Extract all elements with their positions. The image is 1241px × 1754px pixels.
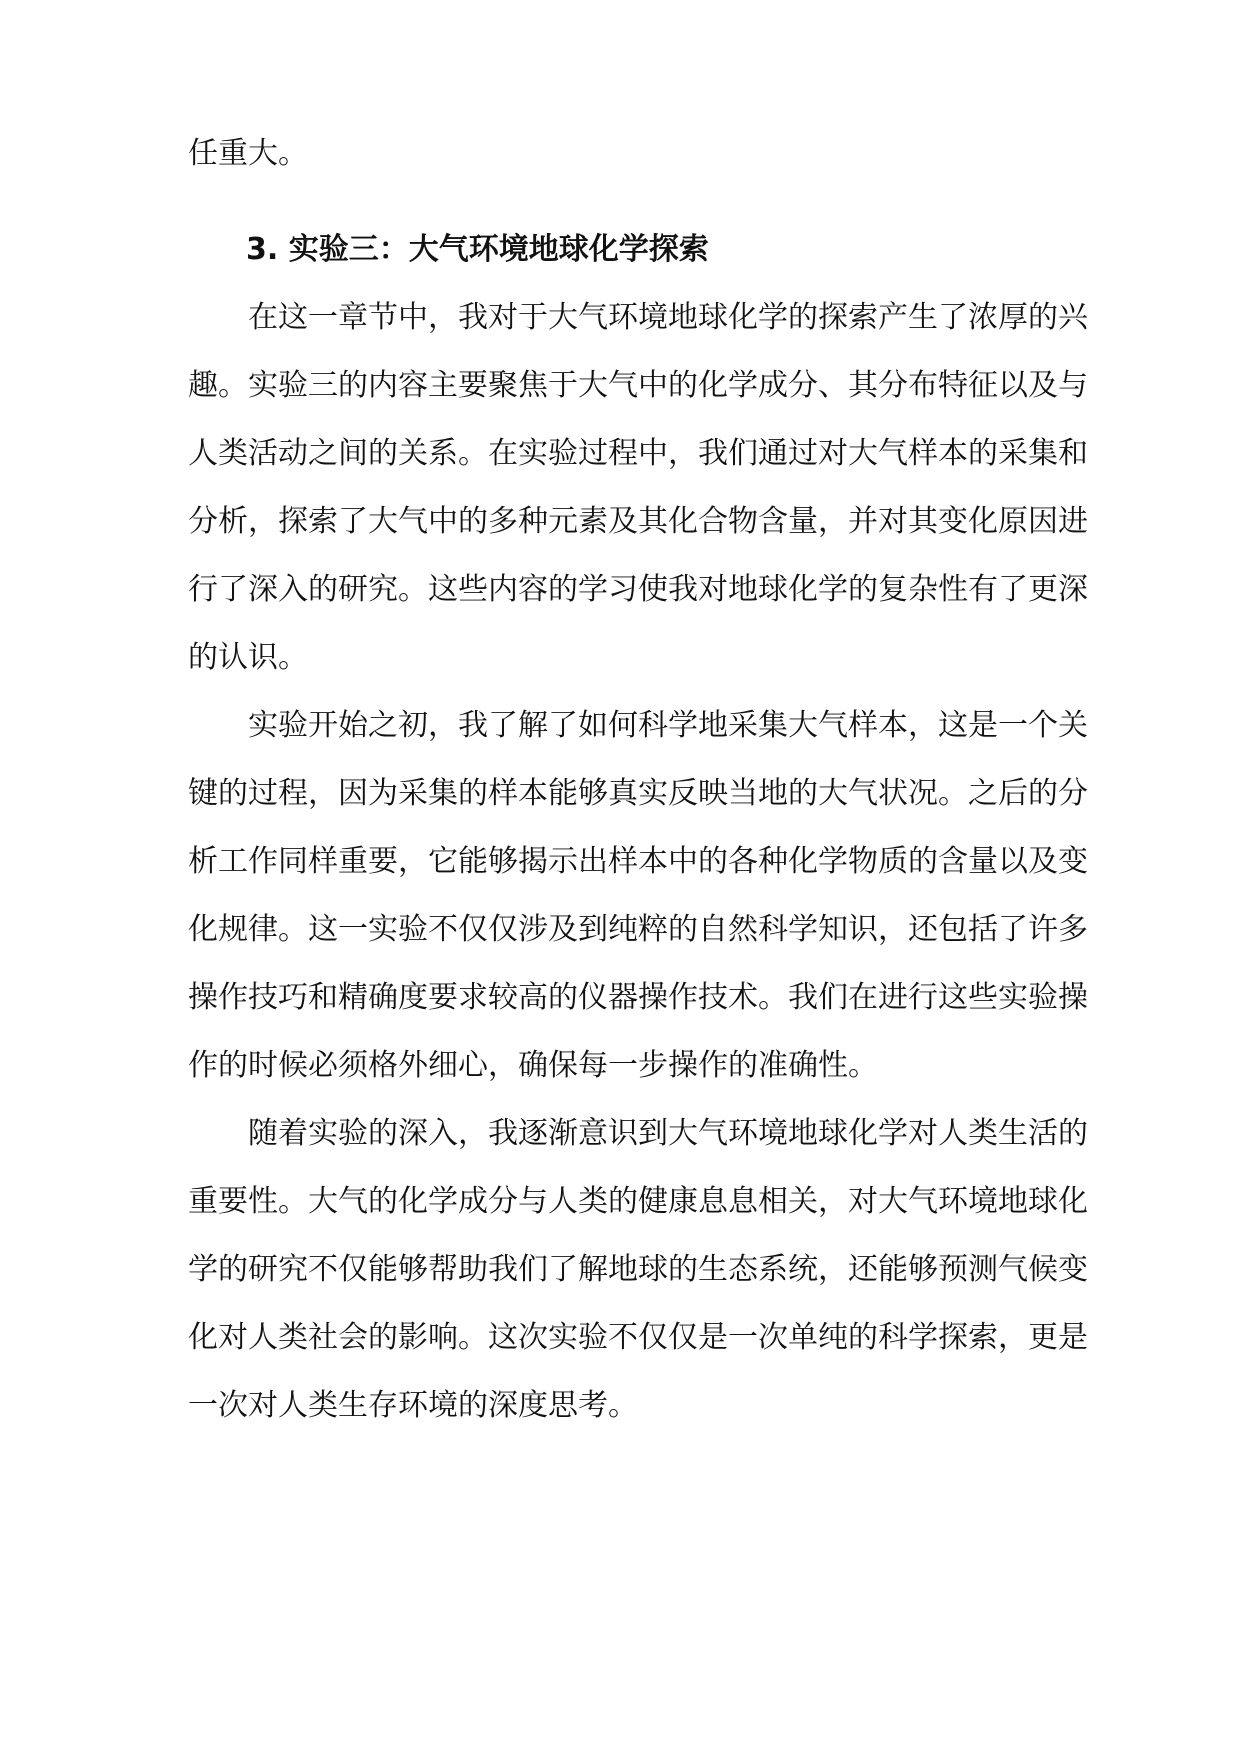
paragraph-1-line-6: 的认识。 <box>188 640 308 675</box>
paragraph-3-line-3: 学的研究不仅能够帮助我们了解地球的生态系统，还能够预测气候变 <box>188 1252 1088 1287</box>
paragraph-3-line-5: 一次对人类生存环境的深度思考。 <box>188 1388 638 1423</box>
paragraph-1-line-4: 分析，探索了大气中的多种元素及其化合物含量，并对其变化原因进 <box>188 504 1088 539</box>
paragraph-2-line-2: 键的过程，因为采集的样本能够真实反映当地的大气状况。之后的分 <box>188 776 1088 811</box>
paragraph-1-line-1: 在这一章节中，我对于大气环境地球化学的探索产生了浓厚的兴 <box>248 300 1088 335</box>
section-heading: 3. 实验三：大气环境地球化学探索 <box>246 232 709 267</box>
paragraph-2-line-1: 实验开始之初，我了解了如何科学地采集大气样本，这是一个关 <box>248 708 1088 743</box>
paragraph-3-line-4: 化对人类社会的影响。这次实验不仅仅是一次单纯的科学探索，更是 <box>188 1320 1088 1355</box>
continuation-line: 任重大。 <box>188 136 308 171</box>
paragraph-1-line-2: 趣。实验三的内容主要聚焦于大气中的化学成分、其分布特征以及与 <box>188 368 1088 403</box>
paragraph-2-line-4: 化规律。这一实验不仅仅涉及到纯粹的自然科学知识，还包括了许多 <box>188 912 1088 947</box>
paragraph-1-line-5: 行了深入的研究。这些内容的学习使我对地球化学的复杂性有了更深 <box>188 572 1088 607</box>
paragraph-1-line-3: 人类活动之间的关系。在实验过程中，我们通过对大气样本的采集和 <box>188 436 1088 471</box>
paragraph-2-line-6: 作的时候必须格外细心，确保每一步操作的准确性。 <box>188 1048 878 1083</box>
paragraph-3-line-2: 重要性。大气的化学成分与人类的健康息息相关，对大气环境地球化 <box>188 1184 1088 1219</box>
paragraph-2-line-3: 析工作同样重要，它能够揭示出样本中的各种化学物质的含量以及变 <box>188 844 1088 879</box>
paragraph-2-line-5: 操作技巧和精确度要求较高的仪器操作技术。我们在进行这些实验操 <box>188 980 1088 1015</box>
paragraph-3-line-1: 随着实验的深入，我逐渐意识到大气环境地球化学对人类生活的 <box>248 1116 1088 1151</box>
